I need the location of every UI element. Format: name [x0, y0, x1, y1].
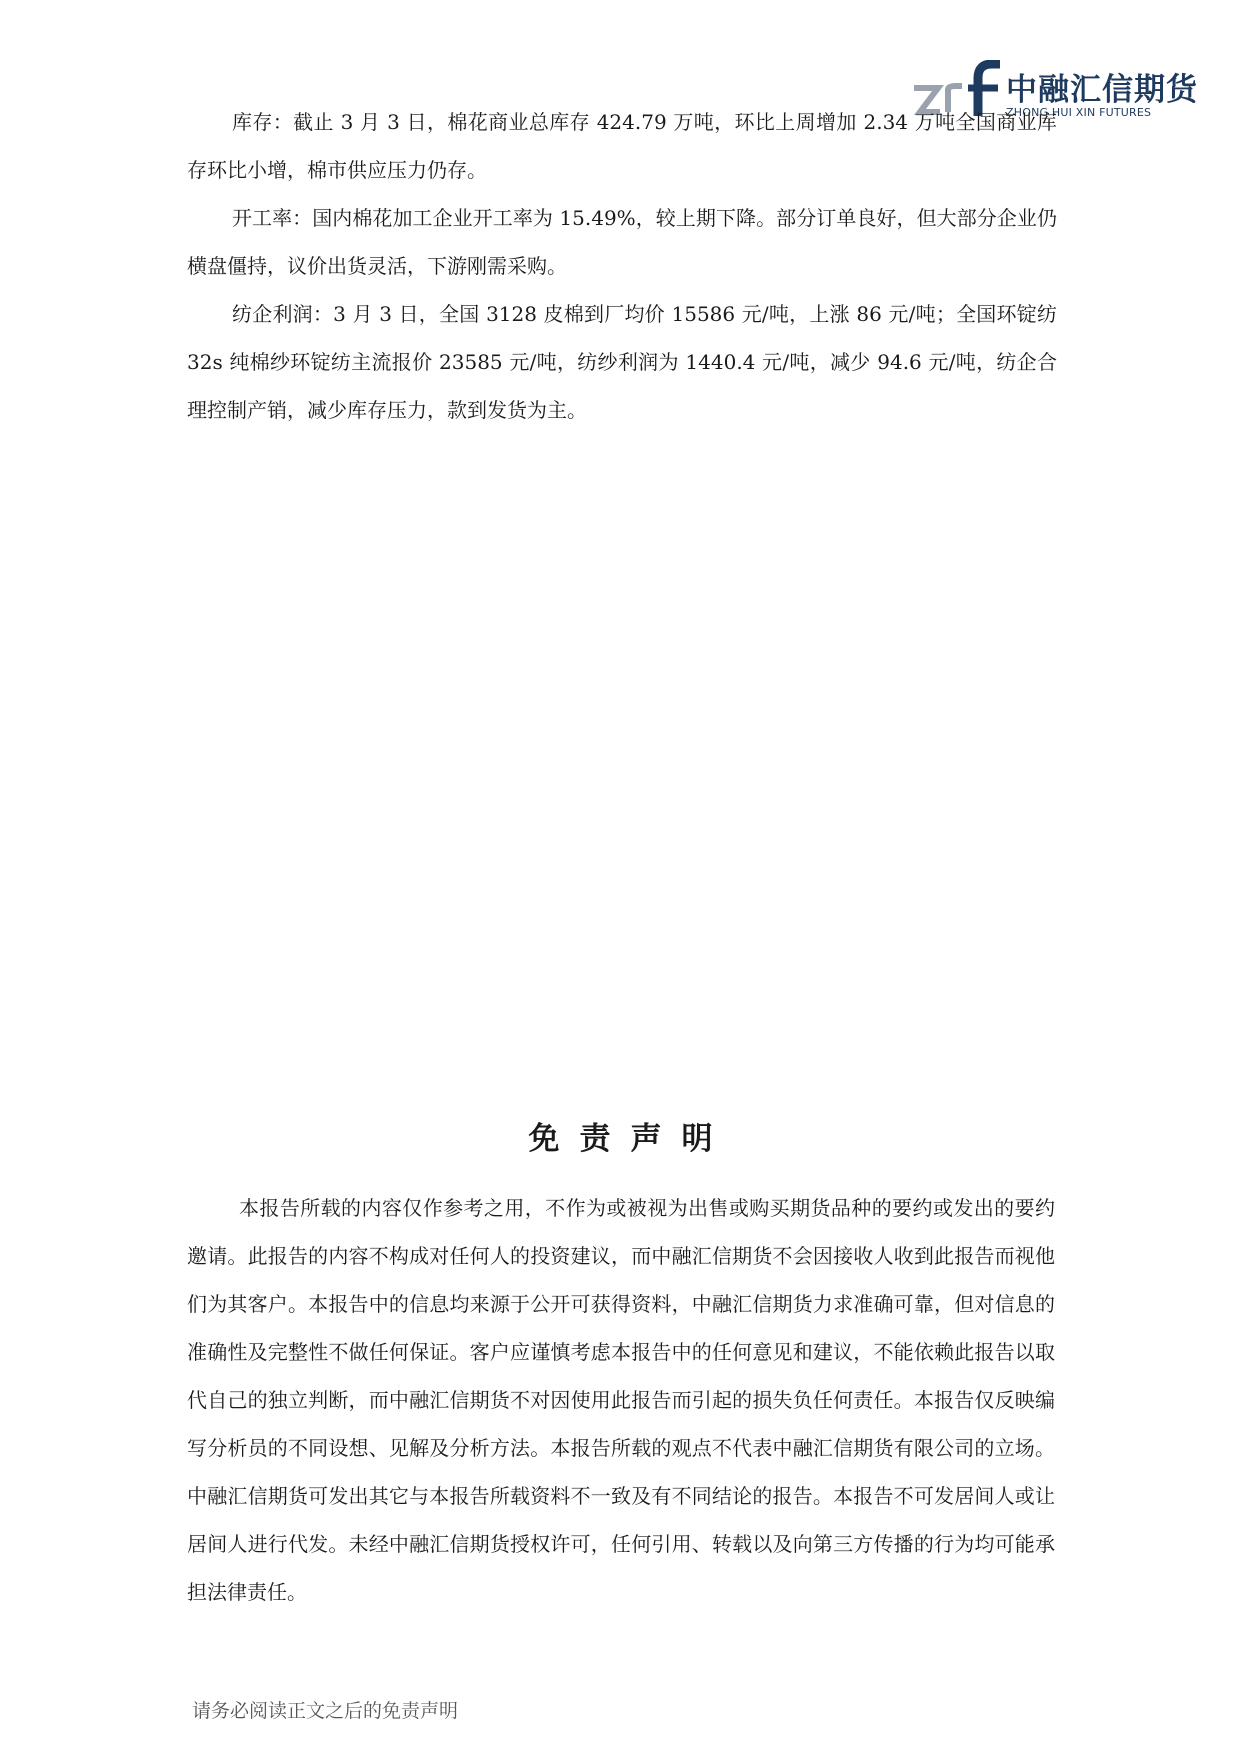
- logo-english-name: ZHONG HUI XIN FUTURES: [1006, 106, 1152, 119]
- operating-rate-paragraph: 开工率：国内棉花加工企业开工率为 15.49%，较上期下降。部分订单良好，但大部分企业仍横盘僵持，议价出货灵活，下游刚需采购。: [187, 206, 1057, 278]
- disclaimer-title: 免责声明: [528, 1121, 733, 1157]
- market-analysis-section: [187, 98, 1057, 434]
- disclaimer-body: 本报告所载的内容仅作参考之用，不作为或被视为出售或购买期货品种的要约或发出的要约邀请。此报告的内容不构成对任何人的投资建议，而中融汇信期货不会因接收人收到此报告而视他们为其客户。本报告中的信息均来源于公开可获得资料，中融汇信期货力求准确可靠，但对信息的准确性及完整性不做任何保证。客户应谨慎考虑本报告中的任何意见和建议，不能依赖此报告以取代自己的独立判断，而中融汇信期货不对因使用此报告而引起的损失负任何责任。本报告仅反映编写分析员的不同设想、见解及分析方法。本报告所载的观点不代表中融汇信期货有限公司的立场。中融汇信期货可发出其它与本报告所载资料不一致及有不同结论的报告。本报告不可发居间人或让居间人进行代发。未经中融汇信期货授权许可，任何引用、转载以及向第三方传播的行为均可能承担法律责任。: [187, 1196, 1055, 1604]
- mill-profit-paragraph: 纺企利润：3 月 3 日，全国 3128 皮棉到厂均价 15586 元/吨，上涨 86 元/吨；全国环锭纺 32s 纯棉纱环锭纺主流报价 23585 元/吨，纺纱利润为 1440.4 元/吨，减少 94.6 元/吨，纺企合理控制产销，减少库存压力，款到发货为主。: [187, 302, 1057, 422]
- logo-chinese-name: 中融汇信期货: [1006, 72, 1198, 108]
- footer-note: 请务必阅读正文之后的免责声明: [192, 1700, 459, 1722]
- inventory-paragraph: 库存：截止 3 月 3 日，棉花商业总库存 424.79 万吨，环比上周增加 2.34 万吨全国商业库存环比小增，棉市供应压力仍存。: [187, 110, 1057, 182]
